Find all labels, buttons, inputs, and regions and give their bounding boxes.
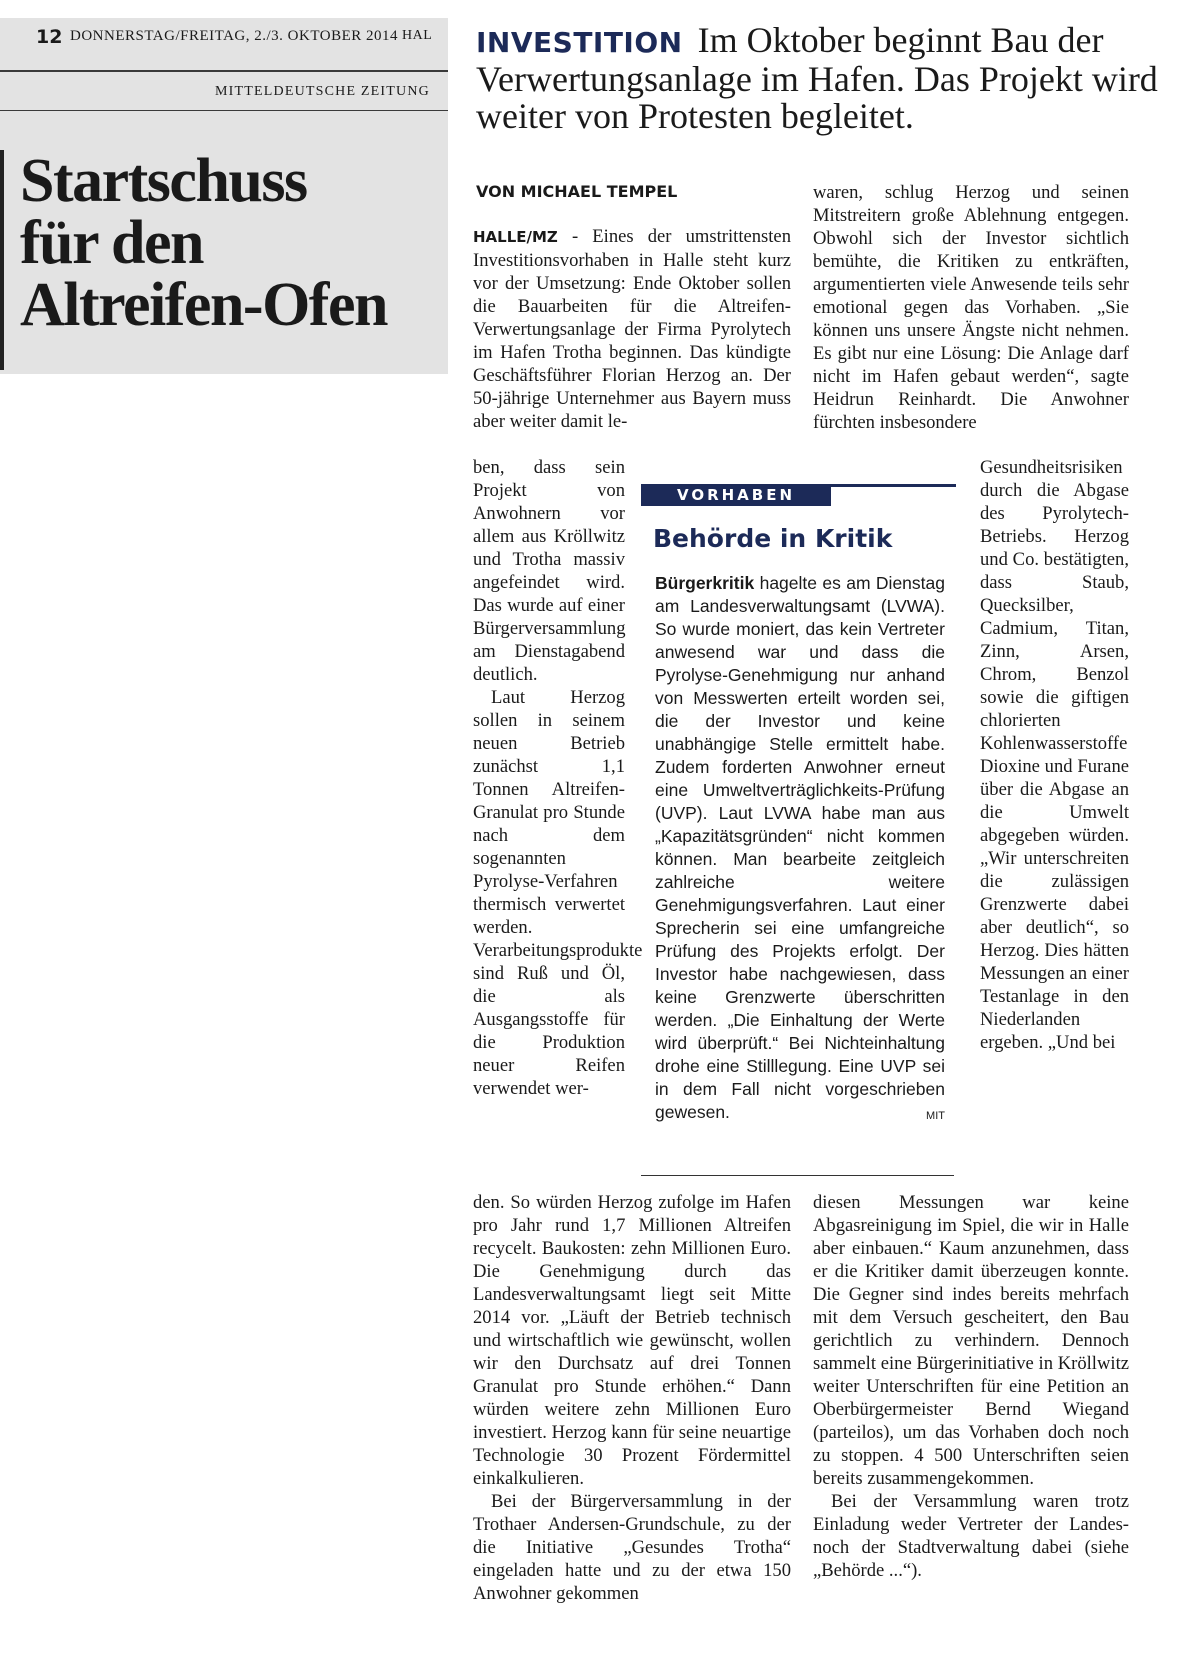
article-paragraph: Bei der Bürgerversammlung in der Trothaer Andersen-Grundschule, zu der die Initiative „Gesundes Trotha“ eingeladen hatte und zu der etwa 150 Anwohner gekommen <box>473 1491 791 1604</box>
sidebar-body <box>655 572 945 1128</box>
sidebar-label: VORHABEN <box>641 484 831 506</box>
kicker-text: Im Oktober beginnt Bau der Verwertungsanlage im Hafen. Das Projekt wird weiter von Protesten begleitet. <box>476 20 1158 136</box>
sidebar-text: hagelte es am Dienstag am Landesverwaltungsamt (LVWA). So wurde moniert, das kein Vertreter anwesend war und dass die Pyrolyse-Genehmigung nur anhand von Messwerten erteilt worden sei, die der Investor und keine unabhängige Stelle ermittelt habe. Zudem forderten Anwohner erneut eine Umweltverträglichkeits-Prüfung (UVP). Laut LVWA habe man aus „Kapazitätsgründen“ nicht kommen können. Man bearbeite zeitgleich zahlreiche weitere Genehmigungsverfahren. Laut einer Sprecherin sei eine umfangreiche Prüfung des Projekts erfolgt. Der Investor habe nachgewiesen, dass keine Grenzwerte überschritten werden. „Die Einhaltung der Werte wird überprüft.“ Bei Nichteinhaltung drohe eine Stilllegung. Eine UVP sei in dem Fall nicht vorgeschrieben gewesen. <box>655 573 945 1122</box>
article-paragraph: Laut Herzog sollen in seinem neuen Betrieb zunächst 1,1 Tonnen Altreifen-Granulat pro Stunde nach dem sogenannten Pyrolyse-Verfahren thermisch verwertet werden. Verarbeitungsprodukte sind Ruß und Öl, die als Ausgangsstoffe für die Produktion neuer Reifen verwendet wer- <box>473 687 643 1099</box>
article-paragraph: ben, dass sein Projekt von Anwohnern vor allem aus Kröllwitz und Trotha massiv angefeindet wird. Das wurde auf einer Bürgerversammlung am Dienstagabend deutlich. <box>473 457 626 685</box>
page-number: 12 <box>36 26 63 48</box>
article-text: - Eines der umstrittensten Investitionsvorhaben in Halle steht kurz vor der Umsetzung: Ende Oktober sollen die Bauarbeiten für die Altreifen-Verwertungsanlage der Firma Pyrolytech im Hafen Trotha beginnen. Das kündigte Geschäftsführer Florian Herzog an. Der 50-jährige Unternehmer aus Bayern muss aber weiter damit le- <box>473 226 791 432</box>
article-column-1-bottom <box>473 1191 791 1605</box>
headline-line: Startschuss <box>20 147 307 215</box>
sidebar-title: Behörde in Kritik <box>653 524 893 553</box>
region-code: HAL <box>402 28 433 43</box>
headline-line: Altreifen-Ofen <box>20 271 387 339</box>
dateline-location: HALLE/MZ <box>473 228 558 246</box>
article-paragraph: diesen Messungen war keine Abgasreinigung im Spiel, die wir in Halle aber einbauen.“ Kaum anzunehmen, dass er die Kritiker damit überzeugen konnte. Die Gegner sind indes bereits mehrfach mit dem Versuch gescheitert, den Bau gerichtlich zu verhindern. Dennoch sammelt eine Bürgerinitiative in Kröllwitz weiter Unterschriften für eine Petition an Oberbürgermeister Bernd Wiegand (parteilos), um das Vorhaben doch noch zu stoppen. 4 500 Unterschriften seien bereits zusammengekommen. <box>813 1192 1129 1489</box>
article-column-1-top <box>473 225 791 433</box>
headline <box>20 147 440 339</box>
header-rule <box>0 70 448 72</box>
headline-line: für den <box>20 209 204 277</box>
sidebar-lead: Bürgerkritik <box>655 573 755 593</box>
dateline: DONNERSTAG/FREITAG, 2./3. OKTOBER 2014 <box>70 28 398 44</box>
byline: VON MICHAEL TEMPEL <box>476 182 678 201</box>
article-column-2-bottom <box>813 1191 1129 1582</box>
headline-bar <box>0 150 4 370</box>
sidebar-bottom-rule <box>641 1175 954 1176</box>
kicker <box>476 22 1166 135</box>
article-column-1-narrow <box>473 456 643 1100</box>
article-column-2-top <box>813 181 1129 434</box>
article-column-2-narrow <box>980 456 1129 1054</box>
header-rule-thin <box>0 110 448 111</box>
sidebar-signature: MIT <box>926 1110 945 1122</box>
article-paragraph: waren, schlug Herzog und seinen Mitstreitern große Ablehnung entgegen. Obwohl sich der Investor sichtlich bemühte, die Kritiken zu entkräften, argumentierten viele Anwesende teils sehr emotional gegen das Vorhaben. „Sie können uns unsere Ängste nicht nehmen. Es gibt nur eine Lösung: Die Anlage darf nicht im Hafen gebaut werden“, sagte Heidrun Reinhardt. Die Anwohner fürchten insbesondere <box>813 182 1129 433</box>
newspaper-name: MITTELDEUTSCHE ZEITUNG <box>215 84 430 99</box>
article-paragraph: Bei der Versammlung waren trotz Einladung weder Vertreter der Landes- noch der Stadtverwaltung dabei (siehe „Behörde ...“). <box>813 1491 1129 1581</box>
kicker-label: INVESTITION <box>476 26 683 59</box>
article-paragraph: den. So würden Herzog zufolge im Hafen pro Jahr rund 1,7 Millionen Altreifen recycelt. Baukosten: zehn Millionen Euro. Die Genehmigung durch das Landesverwaltungsamt liegt seit Mitte 2014 vor. „Läuft der Betrieb technisch und wirtschaftlich wie gewünscht, wollen wir den Durchsatz auf drei Tonnen Granulat pro Stunde erhöhen.“ Dann würden weitere zehn Millionen Euro investiert. Herzog kann für seine neuartige Technologie 30 Prozent Fördermittel einkalkulieren. <box>473 1192 791 1489</box>
article-paragraph: Gesundheitsrisiken durch die Abgase des Pyrolytech-Betriebs. Herzog und Co. bestätigten, dass Staub, Quecksilber, Cadmium, Titan, Zinn, Arsen, Chrom, Benzol sowie die giftigen chlorierten Kohlenwasserstoffe Dioxine und Furane über die Abgase an die Umwelt abgegeben würden. „Wir unterschreiten die zulässigen Grenzwerte dabei aber deutlich“, so Herzog. Dies hätten Messungen an einer Testanlage in den Niederlanden ergeben. „Und bei <box>980 457 1129 1053</box>
